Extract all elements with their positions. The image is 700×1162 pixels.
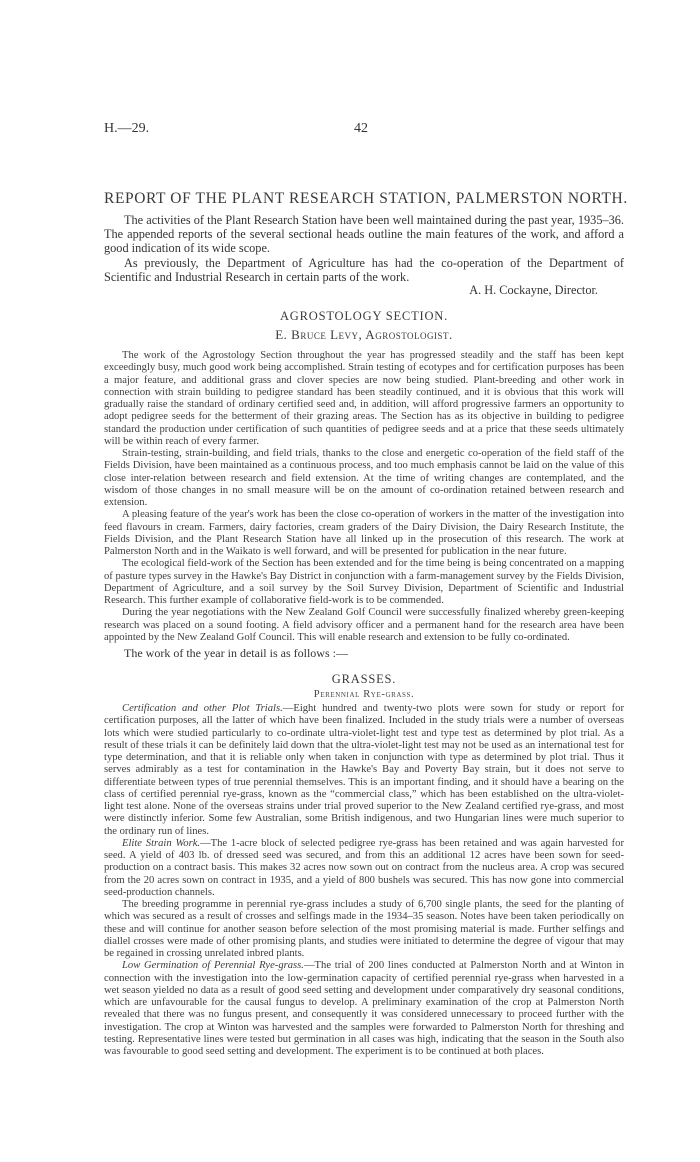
- body-paragraph: The ecological field-work of the Section has been extended and for the time being is being concentrated on a mapping of pasture types survey in the Hawke's Bay District in conjunction with a farm-management survey by the Fields Division, Department of Agriculture, and a soil survey by the Soil Survey Division, Department of Scientific and Industrial Research. This further example of collaborative field-work is to be commended.: [104, 558, 625, 606]
- paragraph-lead: Elite Strain Work.: [122, 837, 201, 849]
- paragraph-lead: Low Germination of Perennial Rye-grass.: [122, 960, 304, 972]
- intro-paragraph: The activities of the Plant Research Station have been well maintained during the past year, 1935–36. The appended reports of the several sectional heads outline the main features of the work, and afford a good indication of its wide scope.: [104, 213, 624, 256]
- body-paragraph: [104, 703, 624, 838]
- intro-paragraph: As previously, the Department of Agriculture has had the co-operation of the Department of Scientific and Industrial Research in certain parts of the work.: [104, 255, 624, 284]
- paragraph-text: —The trial of 200 lines conducted at Palmerston North and at Winton in connection with the investigation into the low-germination capacity of certified perennial rye-grass when harvested in a wet season yielded no data as a result of good seed setting and development under comparatively dry seasonal conditions, which are unfavourable for the causal fungus to develop. A preliminary examination of the crop at Palmerston North revealed that there was no fungus present, and consequently it was considered unnecessary to proceed further with the investigation. The crop at Winton was harvested and the samples were forwarded to Palmerston North for threshing and testing. Representative lines were tested but germination in all cases was high, indicating that the season in the South also was favourable to good seed setting and development. The experiment is to be continued at both places.: [104, 960, 625, 1057]
- author-name: E. Bruce Levy, Agrostologist.: [275, 327, 453, 342]
- body-paragraph: Strain-testing, strain-building, and field trials, thanks to the close and energetic co-operation of the field staff of the Fields Division, have been maintained as a continuous process, and too much emphasis cannot be laid on the value of this close inter-relation between research and field extension. At the time of writing changes are contemplated, and the wisdom of those changes in no small measure will be on the amount of co-ordination retained between research and extension.: [104, 448, 624, 508]
- paragraph-text: —Eight hundred and twenty-two plots were sown for study or report for certification purposes, all the latter of which have been finalized. Included in the study trials were a number of overseas lots which were studied particularly to co-ordinate ultra-violet-light test and type test as determined by plot trial. As a result of these trials it can be definitely laid down that the ultra-violet-light test may not be used as an international test for type determination, and that it is reliable only when taken in conjunction with type as determined by plot trial. Thus it serves admirably as a test for contamination in the Hawke's Bay and Poverty Bay strain, but it does not serve to differentiate between types of true perennial themselves. This is an important finding, and it should have a bearing on the class of certified perennial rye-grass, known as the “commercial class,” which has been established on the ultra-violet-light test alone. None of the overseas strains under trial proved superior to the New Zealand certified rye-grass, and most were distinctly inferior. Some few Australian, some British indigenous, and two Hungarian lines were much superior to the ordinary run of lines.: [104, 703, 624, 837]
- document-reference: H.—29.: [104, 121, 150, 136]
- page-number: 42: [354, 121, 368, 136]
- paragraph-lead: Certification and other Plot Trials.: [122, 703, 283, 714]
- running-header: [104, 121, 624, 141]
- follows-line: The work of the year in detail is as follows :—: [124, 646, 348, 660]
- paragraph-text: —The 1-acre block of selected pedigree rye-grass has been retained and was again harvested for seed. A yield of 403 lb. of dressed seed was secured, and from this an additional 12 acres have been sown for seed-production on a contract basis. This makes 32 acres now sown out on contract from the nucleus area. A crop was secured from the 20 acres sown on contract in 1935, and a yield of 800 bushels was secured. This has now gone into commercial seed-production channels.: [104, 837, 624, 898]
- section-heading-agrostology: AGROSTOLOGY SECTION.: [279, 309, 449, 323]
- intro-section: [104, 213, 624, 284]
- body-paragraph: [104, 960, 624, 1058]
- body-paragraph: [104, 838, 624, 899]
- report-title: REPORT OF THE PLANT RESEARCH STATION, PALMERSTON NORTH.: [104, 190, 628, 207]
- director-signature: A. H. Cockayne, Director.: [469, 283, 598, 297]
- body-paragraph: A pleasing feature of the year's work has been the close co-operation of workers in the matter of the investigation into feed flavours in cream. Farmers, dairy factories, cream graders of the Dairy Division, the Dairy Research Institute, the Fields Division, and the Plant Research Station have all linked up in the prosecution of this research. The work at Palmerston North and in the Waikato is well forward, and will be presented for publication in the near future.: [104, 509, 624, 557]
- body-paragraph: The breeding programme in perennial rye-grass includes a study of 6,700 single plants, the seed for the planting of which was secured as a result of crosses and selfings made in the 1934–35 season. Notes have been taken periodically on these and will continue for another season before selection of the most promising material is made. Further selfings and diallel crosses were made of other promising plants, and studies were initiated to determine the degree of vigour that may be regained in crossing unrelated inbred plants.: [104, 899, 624, 959]
- section-author: [104, 327, 624, 343]
- grasses-body: [104, 703, 624, 1058]
- body-paragraph: During the year negotiations with the New Zealand Golf Council were successfully finalized whereby green-keeping research was placed on a sound footing. A field advisory officer and a permanent hand for the research area have been appointed by the New Zealand Golf Council. This will enable research and extension to be fully co-ordinated.: [104, 607, 624, 643]
- subheading-perennial-rye-grass: Perennial Rye-grass.: [313, 689, 415, 700]
- section-heading-grasses: GRASSES.: [331, 672, 397, 686]
- body-paragraph: The work of the Agrostology Section throughout the year has progressed steadily and the staff has been kept exceedingly busy, much good work being accomplished. Strain testing of ecotypes and for certification purposes has been a major feature, and additional grass and clover species are now being studied. Plant-breeding and other work in connection with strain building to pedigree standard has been steadily continued, and it is obvious that this work will gradually raise the standard of ordinary certified seed and, in addition, will afford progressive farmers an opportunity to adopt pedigree seeds for the betterment of their grazing areas. The Section has as its objective in building to pedigree standard the production under certification of such quantities of pedigree seeds and at a price that these seeds ultimately will be within reach of every farmer.: [104, 350, 624, 447]
- agrostology-body: [104, 350, 624, 644]
